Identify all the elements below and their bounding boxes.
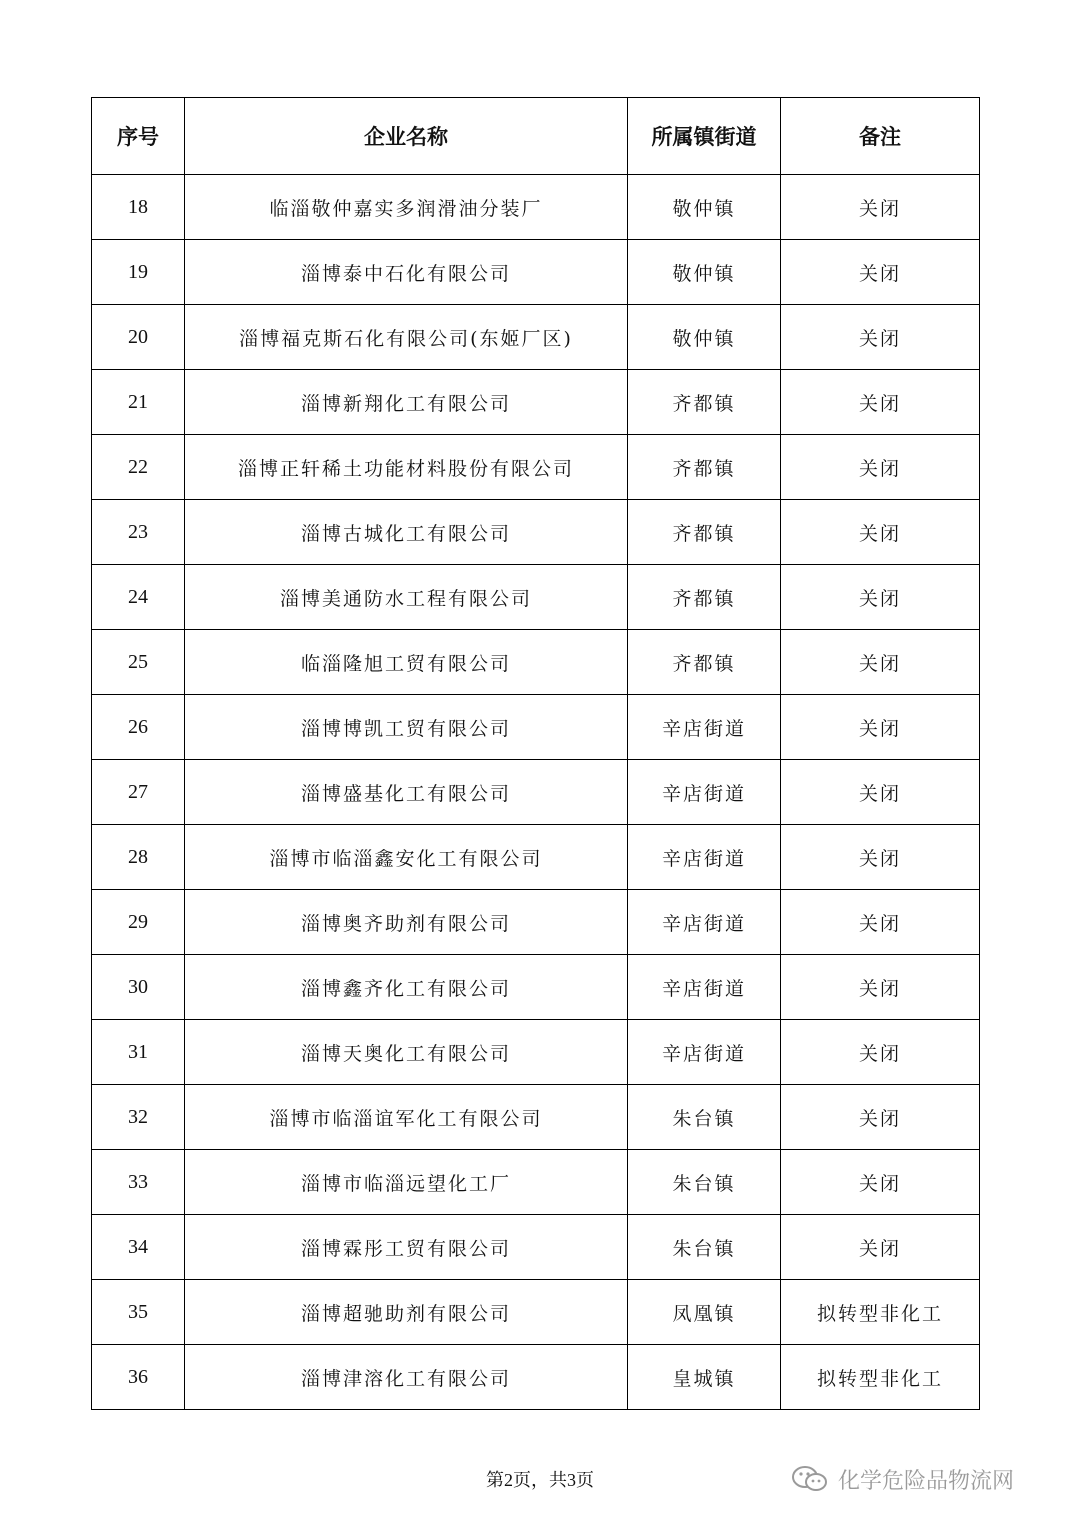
cell-company-name: 淄博市临淄鑫安化工有限公司 [185, 825, 628, 890]
cell-company-name: 淄博博凯工贸有限公司 [185, 695, 628, 760]
page-number: 第2页，共3页 [486, 1470, 594, 1490]
cell-note: 关闭 [781, 825, 980, 890]
table-row [92, 1345, 980, 1410]
cell-company-name: 淄博盛基化工有限公司 [185, 760, 628, 825]
cell-index: 27 [92, 760, 185, 825]
table-row [92, 305, 980, 370]
cell-index: 32 [92, 1085, 185, 1150]
cell-note: 关闭 [781, 890, 980, 955]
cell-company-name: 淄博美通防水工程有限公司 [185, 565, 628, 630]
cell-town: 齐都镇 [628, 630, 781, 695]
cell-index: 26 [92, 695, 185, 760]
cell-index: 21 [92, 370, 185, 435]
cell-index: 35 [92, 1280, 185, 1345]
cell-note: 关闭 [781, 565, 980, 630]
cell-note: 拟转型非化工 [781, 1345, 980, 1410]
cell-company-name: 淄博新翔化工有限公司 [185, 370, 628, 435]
cell-index: 23 [92, 500, 185, 565]
table-row [92, 1150, 980, 1215]
cell-index: 19 [92, 240, 185, 305]
wechat-icon [790, 1464, 830, 1494]
cell-index: 18 [92, 175, 185, 240]
cell-town: 辛店街道 [628, 1020, 781, 1085]
cell-note: 关闭 [781, 630, 980, 695]
cell-index: 24 [92, 565, 185, 630]
watermark-text: 化学危险品物流网 [838, 1468, 1015, 1494]
cell-note: 关闭 [781, 370, 980, 435]
cell-note: 关闭 [781, 695, 980, 760]
cell-company-name: 淄博古城化工有限公司 [185, 500, 628, 565]
cell-note: 关闭 [781, 1085, 980, 1150]
cell-town: 辛店街道 [628, 760, 781, 825]
cell-company-name: 淄博天奥化工有限公司 [185, 1020, 628, 1085]
cell-company-name: 淄博市临淄谊军化工有限公司 [185, 1085, 628, 1150]
table-row [92, 565, 980, 630]
cell-company-name: 临淄敬仲嘉实多润滑油分装厂 [185, 175, 628, 240]
table-row [92, 370, 980, 435]
cell-note: 关闭 [781, 305, 980, 370]
table-row [92, 630, 980, 695]
cell-note: 关闭 [781, 1215, 980, 1280]
cell-town: 敬仲镇 [628, 240, 781, 305]
cell-town: 齐都镇 [628, 435, 781, 500]
cell-town: 皇城镇 [628, 1345, 781, 1410]
cell-town: 齐都镇 [628, 565, 781, 630]
cell-town: 朱台镇 [628, 1085, 781, 1150]
cell-town: 辛店街道 [628, 955, 781, 1020]
cell-town: 辛店街道 [628, 695, 781, 760]
cell-company-name: 淄博津溶化工有限公司 [185, 1345, 628, 1410]
cell-company-name: 淄博奥齐助剂有限公司 [185, 890, 628, 955]
cell-town: 朱台镇 [628, 1150, 781, 1215]
cell-town: 辛店街道 [628, 890, 781, 955]
cell-company-name: 淄博霖彤工贸有限公司 [185, 1215, 628, 1280]
cell-company-name: 淄博鑫齐化工有限公司 [185, 955, 628, 1020]
table-row [92, 1020, 980, 1085]
cell-index: 29 [92, 890, 185, 955]
table-row [92, 1215, 980, 1280]
table-row [92, 825, 980, 890]
table-row [92, 695, 980, 760]
header-company-name: 企业名称 [185, 98, 628, 175]
cell-company-name: 淄博正轩稀土功能材料股份有限公司 [185, 435, 628, 500]
watermark [790, 1459, 1014, 1499]
table-row [92, 1085, 980, 1150]
cell-index: 31 [92, 1020, 185, 1085]
cell-index: 25 [92, 630, 185, 695]
table-row [92, 435, 980, 500]
cell-note: 关闭 [781, 1150, 980, 1215]
cell-note: 关闭 [781, 240, 980, 305]
cell-note: 关闭 [781, 760, 980, 825]
cell-town: 齐都镇 [628, 370, 781, 435]
table-row [92, 955, 980, 1020]
cell-town: 朱台镇 [628, 1215, 781, 1280]
cell-company-name: 淄博泰中石化有限公司 [185, 240, 628, 305]
cell-town: 敬仲镇 [628, 175, 781, 240]
cell-index: 20 [92, 305, 185, 370]
header-town: 所属镇街道 [628, 98, 781, 175]
cell-note: 关闭 [781, 175, 980, 240]
cell-note: 拟转型非化工 [781, 1280, 980, 1345]
table-row [92, 240, 980, 305]
cell-index: 34 [92, 1215, 185, 1280]
cell-note: 关闭 [781, 1020, 980, 1085]
cell-company-name: 淄博福克斯石化有限公司(东姬厂区) [185, 305, 628, 370]
cell-note: 关闭 [781, 435, 980, 500]
cell-index: 33 [92, 1150, 185, 1215]
cell-index: 28 [92, 825, 185, 890]
cell-town: 凤凰镇 [628, 1280, 781, 1345]
cell-note: 关闭 [781, 955, 980, 1020]
table-row [92, 890, 980, 955]
enterprise-table [91, 97, 980, 1410]
cell-note: 关闭 [781, 500, 980, 565]
cell-company-name: 淄博市临淄远望化工厂 [185, 1150, 628, 1215]
cell-company-name: 淄博超驰助剂有限公司 [185, 1280, 628, 1345]
cell-index: 22 [92, 435, 185, 500]
cell-town: 敬仲镇 [628, 305, 781, 370]
table-header-row [92, 98, 980, 175]
header-index: 序号 [92, 98, 185, 175]
cell-town: 齐都镇 [628, 500, 781, 565]
cell-index: 30 [92, 955, 185, 1020]
table-row [92, 500, 980, 565]
table-row [92, 1280, 980, 1345]
cell-town: 辛店街道 [628, 825, 781, 890]
cell-company-name: 临淄隆旭工贸有限公司 [185, 630, 628, 695]
cell-index: 36 [92, 1345, 185, 1410]
header-note: 备注 [781, 98, 980, 175]
table-row [92, 175, 980, 240]
table-row [92, 760, 980, 825]
table-body [92, 175, 980, 1410]
